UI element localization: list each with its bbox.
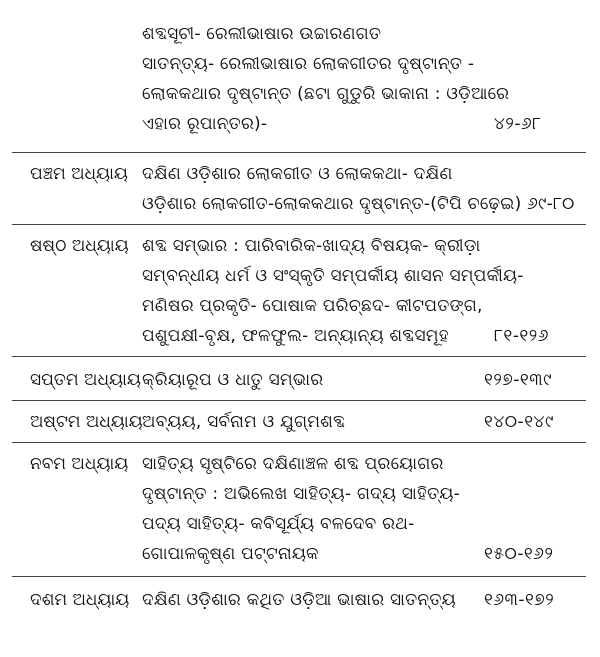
chapter-7-label: ସପ୍ତମ ଅଧ୍ୟାୟ [30, 370, 141, 390]
divider-rule [12, 356, 586, 357]
entry-2-line-2: ମଣିଷର ପ୍ରକୃତି- ପୋଷାକ ପରିଚ୍ଛଦ- କୀଟପତଙ୍ଗ, [142, 296, 483, 316]
entry-6-line-0: ଦକ୍ଷିଣ ଓଡ଼ିଶାର କଥିତ ଓଡ଼ିଆ ଭାଷାର ସାତନ୍ତ୍ୟ [142, 590, 456, 610]
entry-2-line-3: ପଶୁପକ୍ଷୀ-ବୃକ୍ଷ, ଫଳଫୁଲ- ଅନ୍ୟାନ୍ୟ ଶବ୍ଦସମୂହ [142, 326, 449, 346]
divider-rule [12, 224, 586, 225]
chapter-9-label: ନବମ ଅଧ୍ୟାୟ [30, 454, 129, 474]
chapter-8-label: ଅଷ୍ଟମ ଅଧ୍ୟାୟ [30, 412, 143, 432]
chapter-5-label: ପଞ୍ଚମ ଅଧ୍ୟାୟ [30, 164, 128, 184]
entry-0-line-0: ଶବ୍ଦସୂଚୀ- ରେଲୀଭାଷାର ଉଚ୍ଚାରଣଗତ [142, 24, 382, 44]
entry-0-line-1: ସାତନ୍ତ୍ୟ- ରେଲୀଭାଷାର ଲୋକଗୀତର ଦୃଷ୍ଟାନ୍ତ - [142, 54, 475, 74]
entry-0-page-range: ୪୨-୬୮ [494, 114, 542, 134]
divider-rule [12, 442, 586, 443]
entry-4-page-range: ୧୪୦-୧୪୯ [484, 412, 554, 432]
entry-5-line-3: ଗୋପାଳକୃଷ୍ଣ ପଟ୍ଟନାୟକ [142, 544, 319, 564]
entry-4-line-0: ଅବ୍ୟୟ, ସର୍ବନାମ ଓ ଯୁଗ୍ମଶବ୍ଦ [142, 412, 346, 432]
chapter-10-label: ଦଶମ ଅଧ୍ୟାୟ [30, 590, 130, 610]
entry-5-line-0: ସାହିତ୍ୟ ସୃଷ୍ଟିରେ ଦକ୍ଷିଣାଞ୍ଚଳ ଶବ୍ଦ ପ୍ରୟୋଗର [142, 454, 444, 474]
divider-rule [12, 152, 586, 153]
entry-3-line-0: କ୍ରିୟାରୂପ ଓ ଧାତୁ ସମ୍ଭାର [142, 370, 324, 390]
entry-6-page-range: ୧୬୩-୧୭୨ [484, 590, 555, 610]
entry-1-line-0: ଦକ୍ଷିଣ ଓଡ଼ିଶାର ଲୋକଗୀତ ଓ ଲୋକକଥା- ଦକ୍ଷିଣ [142, 164, 453, 184]
entry-1-line-1: ଓଡ଼ିଶାର ଲୋକଗୀତ-ଲୋକକଥାର ଦୃଷ୍ଟାନ୍ତ-(ଟିପି ଚଢ଼େଇ) ୬୯-୮୦ [142, 194, 575, 214]
entry-5-page-range: ୧୫୦-୧୬୨ [484, 544, 554, 564]
entry-5-line-2: ପଦ୍ୟ ସାହିତ୍ୟ- କବିସୂର୍ଯ୍ୟ ବଳଦେବ ରଥ- [142, 514, 415, 534]
divider-rule [12, 400, 586, 401]
entry-2-page-range: ୮୧-୧୨୬ [494, 326, 549, 346]
entry-3-page-range: ୧୨୭-୧୩୯ [484, 370, 553, 390]
chapter-6-label: ଷଷ୍ଠ ଅଧ୍ୟାୟ [30, 236, 129, 256]
divider-rule [12, 576, 586, 577]
entry-0-line-3: ଏହାର ରୂପାନ୍ତର)- [142, 114, 268, 134]
entry-2-line-1: ସମ୍ବନ୍ଧୀୟ ଧର୍ମ ଓ ସଂସ୍କୃତି ସମ୍ପର୍କୀୟ ଶାସନ ସମ୍ପର୍କୀୟ- [142, 266, 524, 286]
entry-2-line-0: ଶବ୍ଦ ସମ୍ଭାର : ପାରିବାରିକ-ଖାଦ୍ୟ ବିଷୟକ- କ୍ରୀଡ଼ା [142, 236, 481, 256]
entry-0-line-2: ଲୋକକଥାର ଦୃଷ୍ଟାନ୍ତ (ଛଟା ଗୁଡୁରି ଭାକାନା : ଓଡ଼ିଆରେ [142, 84, 510, 104]
entry-5-line-1: ଦୃଷ୍ଟାନ୍ତ : ଅଭିଲେଖ ସାହିତ୍ୟ- ଗଦ୍ୟ ସାହିତ୍ୟ- [142, 484, 460, 504]
